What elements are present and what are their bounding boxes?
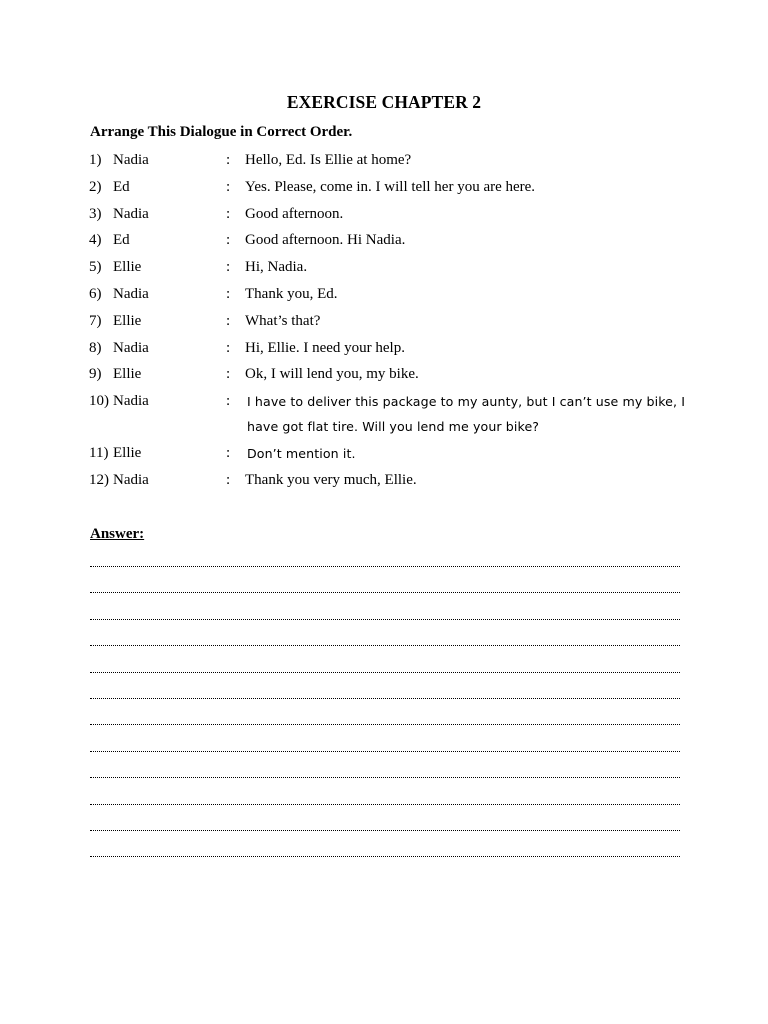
dialogue-line (89, 230, 709, 257)
speaker-name: Nadia (113, 393, 149, 410)
dialogue-text: Hi, Ellie. I need your help. (245, 339, 405, 356)
dialogue-line (89, 257, 709, 284)
colon-separator: : (226, 445, 231, 462)
answer-label: Answer: (90, 526, 145, 542)
answer-line[interactable] (90, 856, 680, 857)
line-number: 6) (89, 285, 102, 302)
line-number: 5) (89, 259, 102, 276)
speaker-name: Ellie (113, 312, 142, 329)
colon-separator: : (226, 339, 231, 356)
dialogue-line (89, 284, 709, 311)
dialogue-text: Ok, I will lend you, my bike. (245, 366, 419, 383)
colon-separator: : (226, 471, 231, 488)
speaker-name: Nadia (113, 152, 149, 168)
line-number: 12) (89, 471, 109, 488)
page-title: EXERCISE CHAPTER 2 (286, 92, 482, 112)
line-number: 7) (89, 312, 102, 329)
answer-lines (90, 566, 680, 883)
line-number: 1) (89, 152, 102, 168)
answer-line[interactable] (90, 672, 680, 673)
dialogue-text: Thank you very much, Ellie. (245, 471, 417, 488)
dialogue-text: Yes. Please, come in. I will tell her you are here. (245, 178, 536, 195)
speaker-name: Nadia (113, 205, 149, 222)
line-number: 11) (89, 445, 109, 462)
speaker-name: Ellie (113, 445, 142, 462)
dialogue-line (89, 391, 709, 443)
answer-line[interactable] (90, 777, 680, 778)
answer-line[interactable] (90, 592, 680, 593)
dialogue-line (89, 311, 709, 338)
speaker-name: Ellie (113, 366, 142, 383)
answer-line[interactable] (90, 566, 680, 567)
line-number: 2) (89, 178, 102, 195)
line-number: 4) (89, 232, 102, 249)
colon-separator: : (226, 312, 231, 329)
line-number: 8) (89, 339, 102, 356)
colon-separator: : (226, 232, 231, 249)
dialogue-list (89, 150, 709, 497)
dialogue-text: Hi, Nadia. (245, 259, 308, 276)
colon-separator: : (226, 178, 231, 195)
dialogue-text: I have to deliver this package to my aunty, but I can’t use my bike, I have got flat tire. Will you lend me your bike? (247, 394, 686, 435)
colon-separator: : (226, 259, 231, 276)
answer-line[interactable] (90, 830, 680, 831)
answer-line[interactable] (90, 698, 680, 699)
answer-line[interactable] (90, 724, 680, 725)
speaker-name: Ellie (113, 259, 142, 276)
instruction: Arrange This Dialogue in Correct Order. (90, 124, 353, 140)
dialogue-line (89, 364, 709, 391)
answer-line[interactable] (90, 751, 680, 752)
answer-line[interactable] (90, 645, 680, 646)
answer-line[interactable] (90, 619, 680, 620)
colon-separator: : (226, 366, 231, 383)
dialogue-text: Don’t mention it. (247, 446, 356, 462)
dialogue-text: Good afternoon. (245, 205, 344, 222)
dialogue-line (89, 443, 709, 470)
dialogue-text: Hello, Ed. Is Ellie at home? (245, 152, 412, 168)
dialogue-line (89, 177, 709, 204)
dialogue-text: What’s that? (245, 312, 321, 329)
speaker-name: Nadia (113, 285, 149, 302)
line-number: 10) (89, 393, 109, 410)
speaker-name: Nadia (113, 471, 149, 488)
colon-separator: : (226, 205, 231, 222)
line-number: 3) (89, 205, 102, 222)
speaker-name: Nadia (113, 339, 149, 356)
dialogue-line (89, 150, 709, 177)
dialogue-line (89, 204, 709, 231)
dialogue-text: Good afternoon. Hi Nadia. (245, 232, 406, 249)
speaker-name: Ed (113, 232, 130, 249)
answer-line[interactable] (90, 804, 680, 805)
line-number: 9) (89, 366, 102, 383)
colon-separator: : (226, 152, 231, 168)
dialogue-text: Thank you, Ed. (245, 285, 338, 302)
dialogue-line (89, 470, 709, 497)
dialogue-line (89, 338, 709, 365)
colon-separator: : (226, 285, 231, 302)
colon-separator: : (226, 393, 231, 410)
speaker-name: Ed (113, 178, 130, 195)
